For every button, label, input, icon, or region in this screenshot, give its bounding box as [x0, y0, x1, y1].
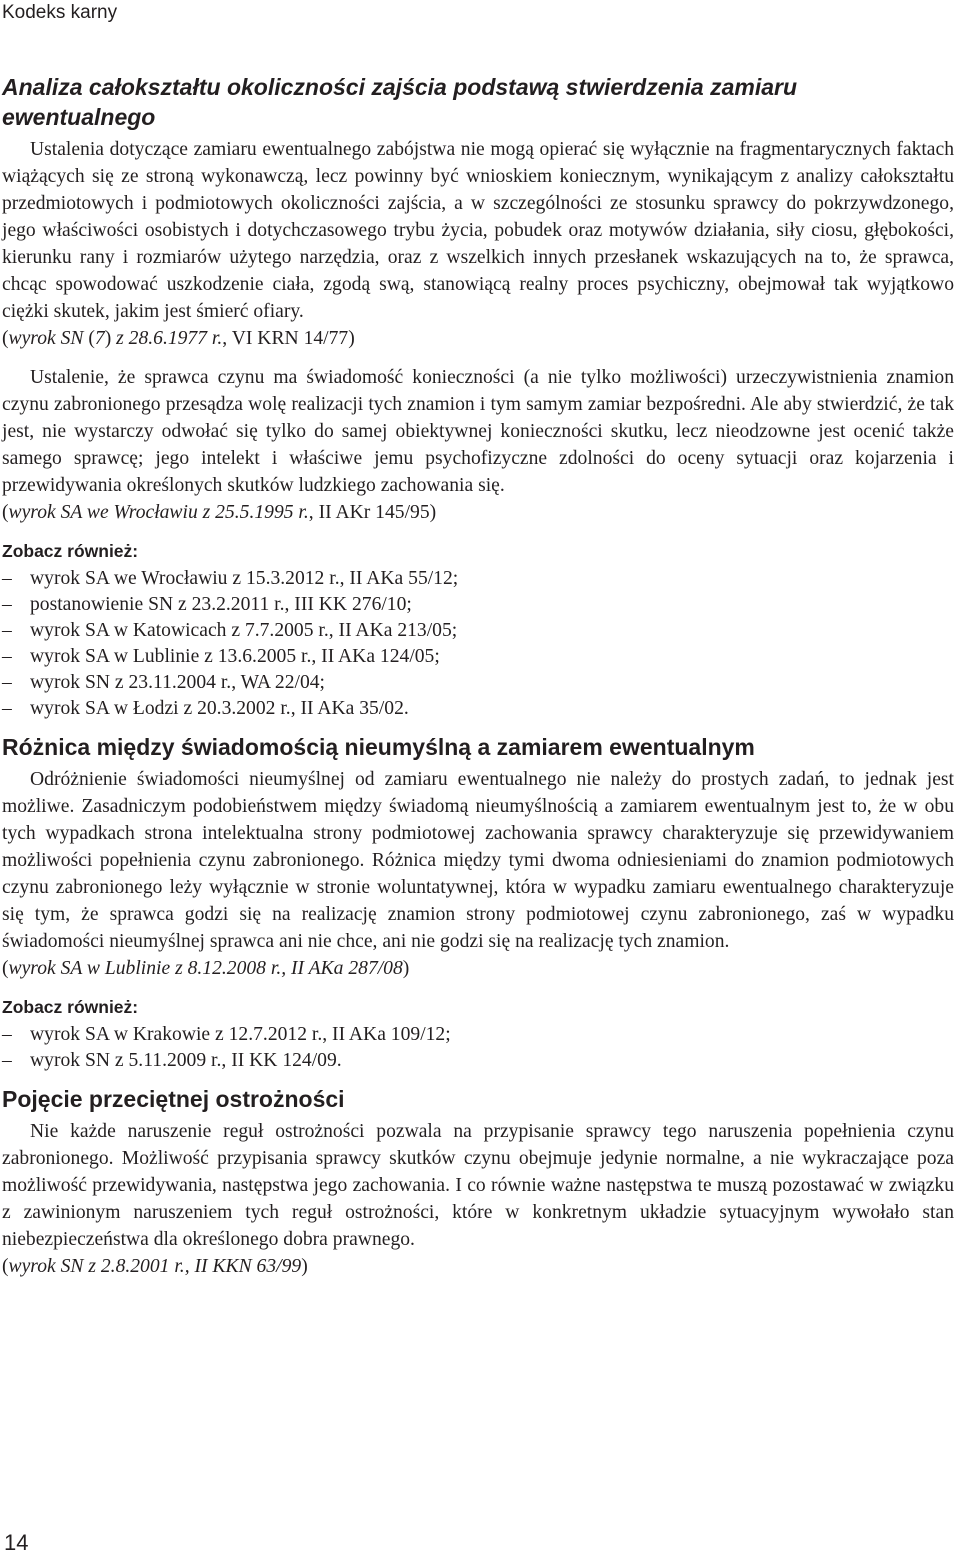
dash-bullet-icon: – [2, 698, 12, 719]
dash-bullet-icon: – [2, 646, 12, 667]
dash-bullet-icon: – [2, 1024, 12, 1045]
list-item [2, 670, 954, 696]
see-also-entry: wyrok SA w Katowicach z 7.7.2005 r., II AKa 213/05; [30, 620, 458, 641]
see-also-entry: wyrok SA we Wrocławiu z 15.3.2012 r., II AKa 55/12; [30, 568, 459, 589]
list-item [2, 1022, 954, 1048]
citation-part: , II AKr 145/95) [308, 502, 437, 523]
list-item [2, 618, 954, 644]
list-item [2, 1048, 954, 1074]
dash-bullet-icon: – [2, 672, 12, 693]
see-also-title: Zobacz również: [2, 997, 139, 1017]
citation-part: , VI KRN 14/77) [222, 328, 355, 349]
running-head: Kodeks karny [2, 2, 118, 23]
citation-part: wyrok SA we Wrocławiu z 25.5.1995 r. [8, 502, 309, 523]
citation-part: ( [2, 502, 9, 523]
citation-part: wyrok SA w Lublinie z 8.12.2008 r., II AKa 287/08 [8, 958, 403, 979]
ruling-citation [2, 1253, 954, 1280]
section-heading: Pojęcie przeciętnej ostrożności [2, 1086, 345, 1112]
paragraph: Ustalenia dotyczące zamiaru ewentualnego zabójstwa nie mogą opierać się wyłącznie na fragmentarycznych faktach wiążących się ze stroną wykonawczą, lecz powinny być wnioskiem koniecznym, wynikającym z analizy całokształtu przedmiotowych i podmiotowych okoliczności zajścia, a w szczególności ze stosunku sprawcy do pokrzywdzonego, jego właściwości osobistych i dotychczasowego trybu życia, pobudek oraz motywów działania, siły ciosu, głębokości, kierunku rany i rozmiarów użytego narzędzia, oraz z wszelkich innych przesłanek wskazujących na to, że sprawca, chcąc spowodować uszkodzenie ciała, zgodą swą, stanowiącą realny proces psychiczny, obejmował tak wyjątkowo ciężki skutek, jakim jest śmierć ofiary. [2, 139, 954, 322]
see-also-entry: wyrok SA w Łodzi z 20.3.2002 r., II AKa 35/02. [30, 698, 409, 719]
citation-part: wyrok SN z 2.8.2001 r., II KKN 63/99 [8, 1256, 302, 1277]
see-also-entry: wyrok SA w Lublinie z 13.6.2005 r., II AKa 124/05; [30, 646, 440, 667]
see-also-list [2, 566, 954, 722]
citation-part: ) [402, 958, 410, 979]
ruling-citation [2, 499, 954, 526]
see-also-title: Zobacz również: [2, 541, 139, 561]
page-number: 14 [4, 1530, 29, 1555]
citation-part: wyrok SN [8, 328, 84, 349]
page-content [2, 72, 954, 1292]
citation-part: ) [104, 328, 117, 349]
citation-part: ) [301, 1256, 308, 1277]
citation-part: ( [2, 328, 9, 349]
dash-bullet-icon: – [2, 568, 12, 589]
paragraph: Ustalenie, że sprawca czynu ma świadomość konieczności (a nie tylko możliwości) urzeczywistnienia znamion czynu zabronionego przesądza wolę realizacji tych znamion i tym samym zamiar bezpośredni. Ale aby stwierdzić, że tak jest, nie wystarczy odwołać się tylko do samej obiektywnej konieczności skutku, lecz nieodzowne jest ocenić także samego sprawcę; jego intelekt i właściwe jemu psychofizyczne zdolności do oceny sytuacji oraz kojarzenia i przewidywania określonych skutków ludzkiego zachowania się. [2, 367, 954, 496]
citation-part: ( [83, 328, 95, 349]
citation-part: z 28.6.1977 r. [116, 328, 223, 349]
section [2, 72, 954, 722]
list-item [2, 696, 954, 722]
section-heading: Analiza całokształtu okoliczności zajścia podstawą stwierdzenia zamiaru ewentualnego [2, 74, 798, 130]
see-also-entry: postanowienie SN z 23.2.2011 r., III KK 276/10; [30, 594, 412, 615]
dash-bullet-icon: – [2, 1050, 12, 1071]
list-item [2, 592, 954, 618]
section [2, 1084, 954, 1280]
citation-part: 7 [94, 328, 105, 349]
list-item [2, 566, 954, 592]
see-also-entry: wyrok SN z 5.11.2009 r., II KK 124/09. [30, 1050, 342, 1071]
section [2, 732, 954, 1074]
ruling-citation [2, 955, 954, 982]
paragraph: Odróżnienie świadomości nieumyślnej od zamiaru ewentualnego nie należy do prostych zadań, to jednak jest możliwe. Zasadniczym podobieństwem między świadomą nieumyślnością a zamiarem ewentualnym jest to, że w obu tych wypadkach strona intelektualna strony podmiotowej zachowania sprawcy charakteryzuje się przewidywaniem możliwości popełnienia czynu zabronionego. Różnica między tymi dwoma odniesieniami do znamion podmiotowych czynu zabronionego leży wyłącznie w stronie woluntatywnej, która w wypadku zamiaru ewentualnego charakteryzuje się tym, że sprawca godzi się na realizację znamion strony podmiotowej czynu zabronionego, zaś w wypadku świadomości nieumyślnej sprawca ani nie chce, ani nie godzi się na realizację tych znamion. [2, 769, 954, 952]
dash-bullet-icon: – [2, 594, 12, 615]
dash-bullet-icon: – [2, 620, 12, 641]
see-also-entry: wyrok SA w Krakowie z 12.7.2012 r., II AKa 109/12; [30, 1024, 451, 1045]
section-heading: Różnica między świadomością nieumyślną a zamiarem ewentualnym [2, 734, 755, 760]
citation-part: ( [2, 958, 9, 979]
citation-part: ( [2, 1256, 9, 1277]
list-item [2, 644, 954, 670]
see-also-entry: wyrok SN z 23.11.2004 r., WA 22/04; [30, 672, 325, 693]
paragraph: Nie każde naruszenie reguł ostrożności pozwala na przypisanie sprawcy tego naruszenia popełnienia czynu zabronionego. Możliwość przypisania sprawcy skutków czynu obejmuje jedynie normalne, a nie wykraczające poza możliwość przewidywania, następstwa jego zachowania. I co równie ważne następstwa te muszą pozostawać w związku z zawinionym naruszeniem tych reguł ostrożności, które w konkretnym układzie sytuacyjnym wywołało stan niebezpieczeństwa dla określonego dobra prawnego. [2, 1121, 954, 1250]
see-also-list [2, 1022, 954, 1074]
ruling-citation [2, 325, 954, 352]
